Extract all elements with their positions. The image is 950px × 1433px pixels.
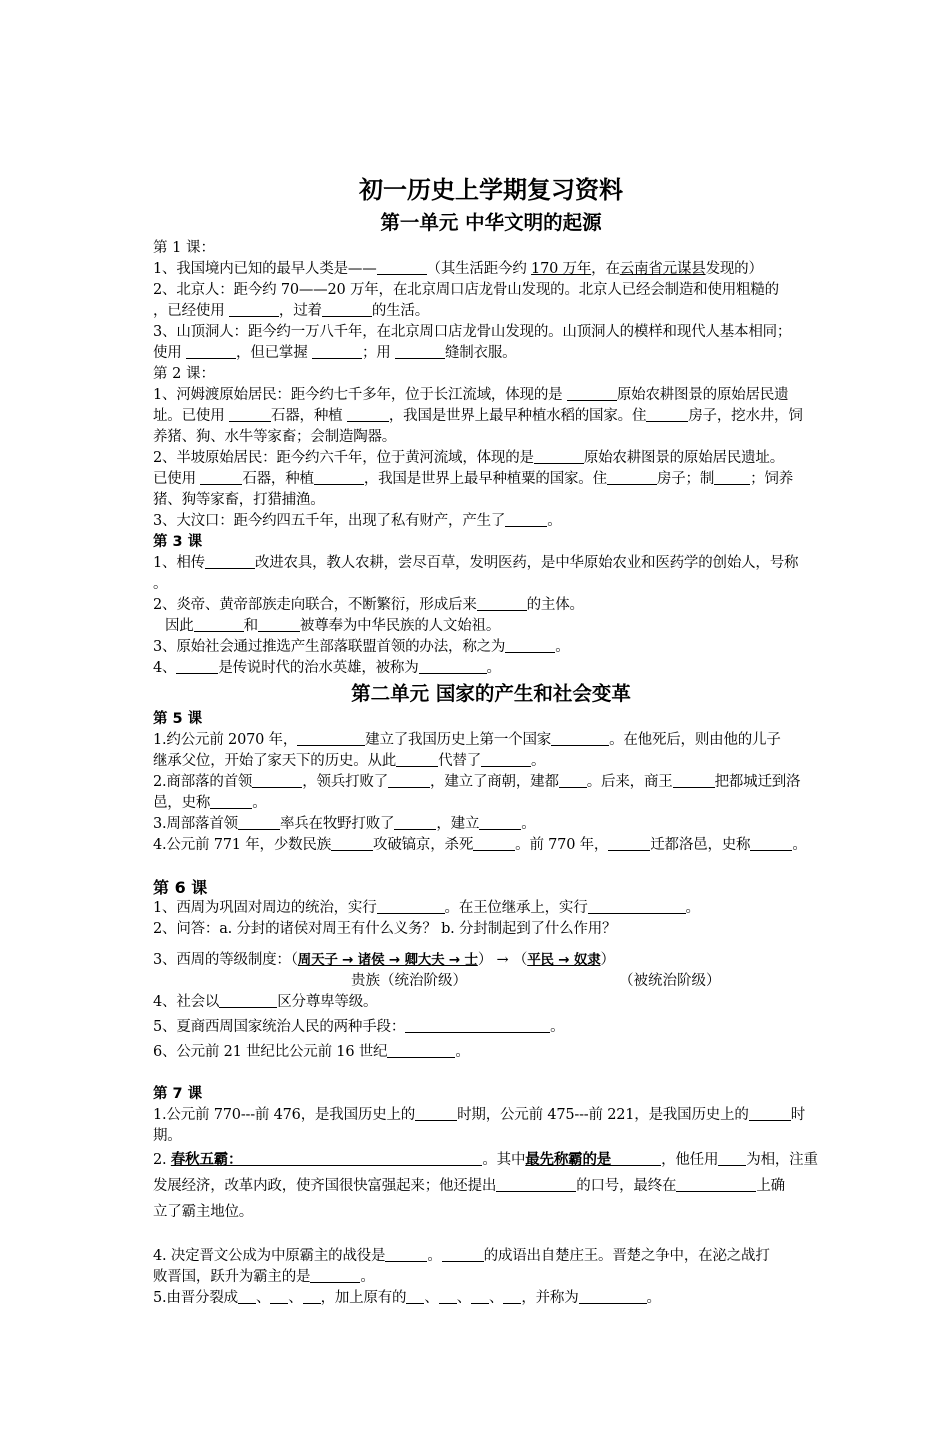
lesson-3-item-1: 1、相传 改进农具，教人农耕，尝尽百草，发明医药，是中华原始农业和医药学的创始人，号称 。 bbox=[153, 555, 799, 592]
fill-blank[interactable] bbox=[238, 815, 280, 830]
lesson-1-item-2: 2、北京人：距今约 70——20 万年，在北京周口店龙骨山发现的。北京人已经会制造和使用粗糙的 ，已经使用 ，过着 的生活。 bbox=[153, 282, 779, 319]
fill-blank[interactable] bbox=[396, 752, 438, 767]
fill-blank[interactable] bbox=[479, 815, 521, 830]
fill-blank[interactable] bbox=[559, 773, 587, 788]
fill-blank[interactable] bbox=[714, 470, 750, 485]
fill-blank[interactable] bbox=[205, 554, 255, 569]
fill-blank[interactable] bbox=[415, 1106, 457, 1121]
fill-blank[interactable] bbox=[588, 899, 686, 914]
fill-blank[interactable] bbox=[270, 1289, 288, 1304]
lesson-5-item-4: 4.公元前 771 年，少数民族 攻破镐京，杀死 。前 770 年， 迁都洛邑，史称 。 bbox=[153, 837, 807, 853]
lesson-5-item-1: 1.约公元前 2070 年， 建立了我国历史上第一个国家 。在他死后，则由他的儿子 继承父位，开始了家天下的历史。从此 代替了 。 bbox=[153, 732, 781, 769]
fill-blank[interactable] bbox=[477, 596, 527, 611]
fill-blank[interactable] bbox=[331, 836, 373, 851]
commoner-hierarchy: 平民 → 奴隶 bbox=[527, 952, 601, 968]
fill-blank[interactable] bbox=[312, 344, 362, 359]
fill-blank[interactable] bbox=[481, 752, 531, 767]
fill-blank[interactable] bbox=[442, 1247, 484, 1262]
lesson-6-item-1: 1、西周为巩固对周边的统治，实行 。在王位继承上，实行 。 bbox=[153, 900, 700, 916]
fill-blank[interactable] bbox=[210, 794, 252, 809]
fill-blank[interactable] bbox=[419, 659, 487, 674]
fill-blank[interactable] bbox=[471, 1289, 489, 1304]
fill-blank[interactable] bbox=[303, 1289, 321, 1304]
fill-blank[interactable] bbox=[394, 815, 436, 830]
lesson-5-heading: 第 5 课 bbox=[153, 711, 203, 727]
fill-blank[interactable] bbox=[676, 1177, 756, 1192]
lesson-1-item-1: 1、我国境内已知的最早人类是—— （其生活距今约 170 万年，在云南省元谋县发现的） bbox=[153, 261, 763, 277]
fill-blank[interactable] bbox=[219, 993, 277, 1008]
fill-blank[interactable] bbox=[388, 773, 430, 788]
fill-blank[interactable] bbox=[252, 773, 302, 788]
unit-1-title: 第一单元 中华文明的起源 bbox=[380, 211, 602, 234]
fill-blank[interactable] bbox=[646, 407, 688, 422]
fill-blank[interactable] bbox=[347, 407, 389, 422]
fill-blank[interactable] bbox=[503, 1289, 521, 1304]
fill-blank[interactable] bbox=[322, 302, 372, 317]
lesson-7-heading: 第 7 课 bbox=[153, 1086, 203, 1102]
fill-blank[interactable] bbox=[611, 1151, 661, 1166]
lesson-3-item-2: 2、炎帝、黄帝部族走向联合，不断繁衍，形成后来 的主体。 bbox=[153, 597, 584, 613]
fill-blank[interactable] bbox=[567, 386, 617, 401]
fill-blank[interactable] bbox=[176, 659, 218, 674]
fill-blank[interactable] bbox=[258, 617, 300, 632]
fill-blank[interactable] bbox=[750, 836, 792, 851]
lesson-3-heading: 第 3 课 bbox=[153, 534, 203, 550]
lesson-6-item-3: 3、西周的等级制度：（周天子 → 诸侯 → 卿大夫 → 士） → （平民 → 奴隶） bbox=[153, 952, 615, 968]
lesson-7-item-4: 4. 决定晋文公成为中原霸主的战役是 。 的成语出自楚庄王。晋楚之争中，在泌之战打 败晋国，跃升为霸主的是 。 bbox=[153, 1248, 770, 1285]
fill-blank[interactable] bbox=[387, 1043, 455, 1058]
fill-blank[interactable] bbox=[238, 1289, 256, 1304]
lesson-3-item-2-cont: 因此 和 被尊奉为中华民族的人文始祖。 bbox=[165, 618, 501, 634]
fill-blank[interactable] bbox=[229, 407, 271, 422]
fill-blank[interactable] bbox=[496, 1177, 576, 1192]
fill-blank[interactable] bbox=[314, 470, 364, 485]
lesson-2-item-1: 1、河姆渡原始居民：距今约七千多年，位于长江流域，体现的是 原始农耕图景的原始居民遗 址。已使用 石器，种植 ，我国是世界上最早种植水稻的国家。住 房子，挖水井，饲 养猪、狗、水牛等家畜；会制造陶器。 bbox=[153, 387, 803, 445]
fill-blank[interactable] bbox=[673, 773, 715, 788]
lesson-6-heading: 第 6 课 bbox=[153, 878, 208, 897]
lesson-2-item-2: 2、半坡原始居民：距今约六千年，位于黄河流域，体现的是 原始农耕图景的原始居民遗址。 已使用 石器，种植 ，我国是世界上最早种植粟的国家。住 房子；制 ；饲养 猪、狗等家畜，打猎捕渔。 bbox=[153, 450, 794, 508]
noble-hierarchy: 周天子 → 诸侯 → 卿大夫 → 士 bbox=[297, 952, 478, 968]
fill-blank[interactable] bbox=[377, 260, 427, 275]
fill-blank[interactable] bbox=[505, 512, 547, 527]
lesson-3-item-3: 3、原始社会通过推选产生部落联盟首领的办法，称之为 。 bbox=[153, 639, 570, 655]
lesson-1-item-3: 3、山顶洞人：距今约一万八千年，在北京周口店龙骨山发现的。山顶洞人的模样和现代人基本相同； 使用 ，但已掌握 ；用 缝制衣服。 bbox=[153, 324, 792, 361]
fill-blank[interactable] bbox=[607, 470, 657, 485]
fill-blank[interactable] bbox=[551, 731, 609, 746]
lesson-6-item-2: 2、问答：a. 分封的诸侯对周王有什么义务？ b. 分封制起到了什么作用？ bbox=[153, 921, 617, 937]
fill-blank[interactable] bbox=[579, 1289, 647, 1304]
fill-blank[interactable] bbox=[608, 836, 650, 851]
fill-blank[interactable] bbox=[385, 1247, 427, 1262]
fill-blank[interactable] bbox=[405, 1018, 550, 1033]
fill-blank[interactable] bbox=[186, 344, 236, 359]
lesson-5-item-3: 3.周部落首领 率兵在牧野打败了 ，建立 。 bbox=[153, 816, 536, 832]
fill-blank[interactable] bbox=[718, 1151, 746, 1166]
document-content bbox=[153, 172, 829, 1309]
fill-blank[interactable] bbox=[473, 836, 515, 851]
fill-blank[interactable] bbox=[229, 302, 279, 317]
fill-blank[interactable] bbox=[310, 1268, 360, 1283]
fill-blank[interactable] bbox=[439, 1289, 457, 1304]
fill-blank[interactable] bbox=[749, 1106, 791, 1121]
fill-blank[interactable] bbox=[505, 638, 555, 653]
fill-blank[interactable] bbox=[242, 1151, 482, 1166]
lesson-1-heading: 第 1 课： bbox=[153, 240, 215, 256]
lesson-7-item-2: 2. 春秋五霸： 。其中最先称霸的是 ，他任用 为相，注重 发展经济，改革内政，使齐国很快富强起来；他还提出 的口号，最终在 上确 立了霸主地位。 bbox=[153, 1151, 818, 1220]
noble-label: 贵族（统治阶级） bbox=[351, 973, 467, 989]
lesson-6-item-4: 4、社会以 区分尊卑等级。 bbox=[153, 994, 378, 1010]
lesson-2-heading: 第 2 课： bbox=[153, 366, 215, 382]
fill-blank[interactable] bbox=[200, 470, 242, 485]
lesson-2-item-3: 3、大汶口：距今约四五千年，出现了私有财产，产生了 。 bbox=[153, 513, 562, 529]
lesson-3-item-4: 4、 是传说时代的治水英雄，被称为 。 bbox=[153, 660, 501, 676]
fill-blank[interactable] bbox=[395, 344, 445, 359]
lesson-6-item-5: 5、夏商西周国家统治人民的两种手段： 。 bbox=[153, 1019, 565, 1035]
fill-blank[interactable] bbox=[406, 1289, 424, 1304]
fill-blank[interactable] bbox=[534, 449, 584, 464]
fill-blank[interactable] bbox=[377, 899, 445, 914]
lesson-6-item-6: 6、公元前 21 世纪比公元前 16 世纪 。 bbox=[153, 1044, 470, 1060]
fill-blank[interactable] bbox=[194, 617, 244, 632]
hierarchy-labels bbox=[153, 971, 829, 992]
lesson-7-item-1: 1.公元前 770---前 476，是我国历史上的 时期，公元前 475---前 221，是我国历史上的 时 期。 bbox=[153, 1107, 805, 1144]
unit-2-title: 第二单元 国家的产生和社会变革 bbox=[351, 682, 631, 705]
lesson-7-item-5: 5.由晋分裂成 、 、 ，加上原有的 、 、 、 ，并称为 。 bbox=[153, 1290, 661, 1306]
ruled-label: （被统治阶级） bbox=[619, 973, 721, 989]
fill-blank[interactable] bbox=[297, 731, 365, 746]
lesson-5-item-2: 2.商部落的首领 ，领兵打败了 ，建立了商朝，建都 。后来，商王 把都城迁到洛 邑，史称 。 bbox=[153, 774, 801, 811]
document-title: 初一历史上学期复习资料 bbox=[359, 176, 623, 204]
